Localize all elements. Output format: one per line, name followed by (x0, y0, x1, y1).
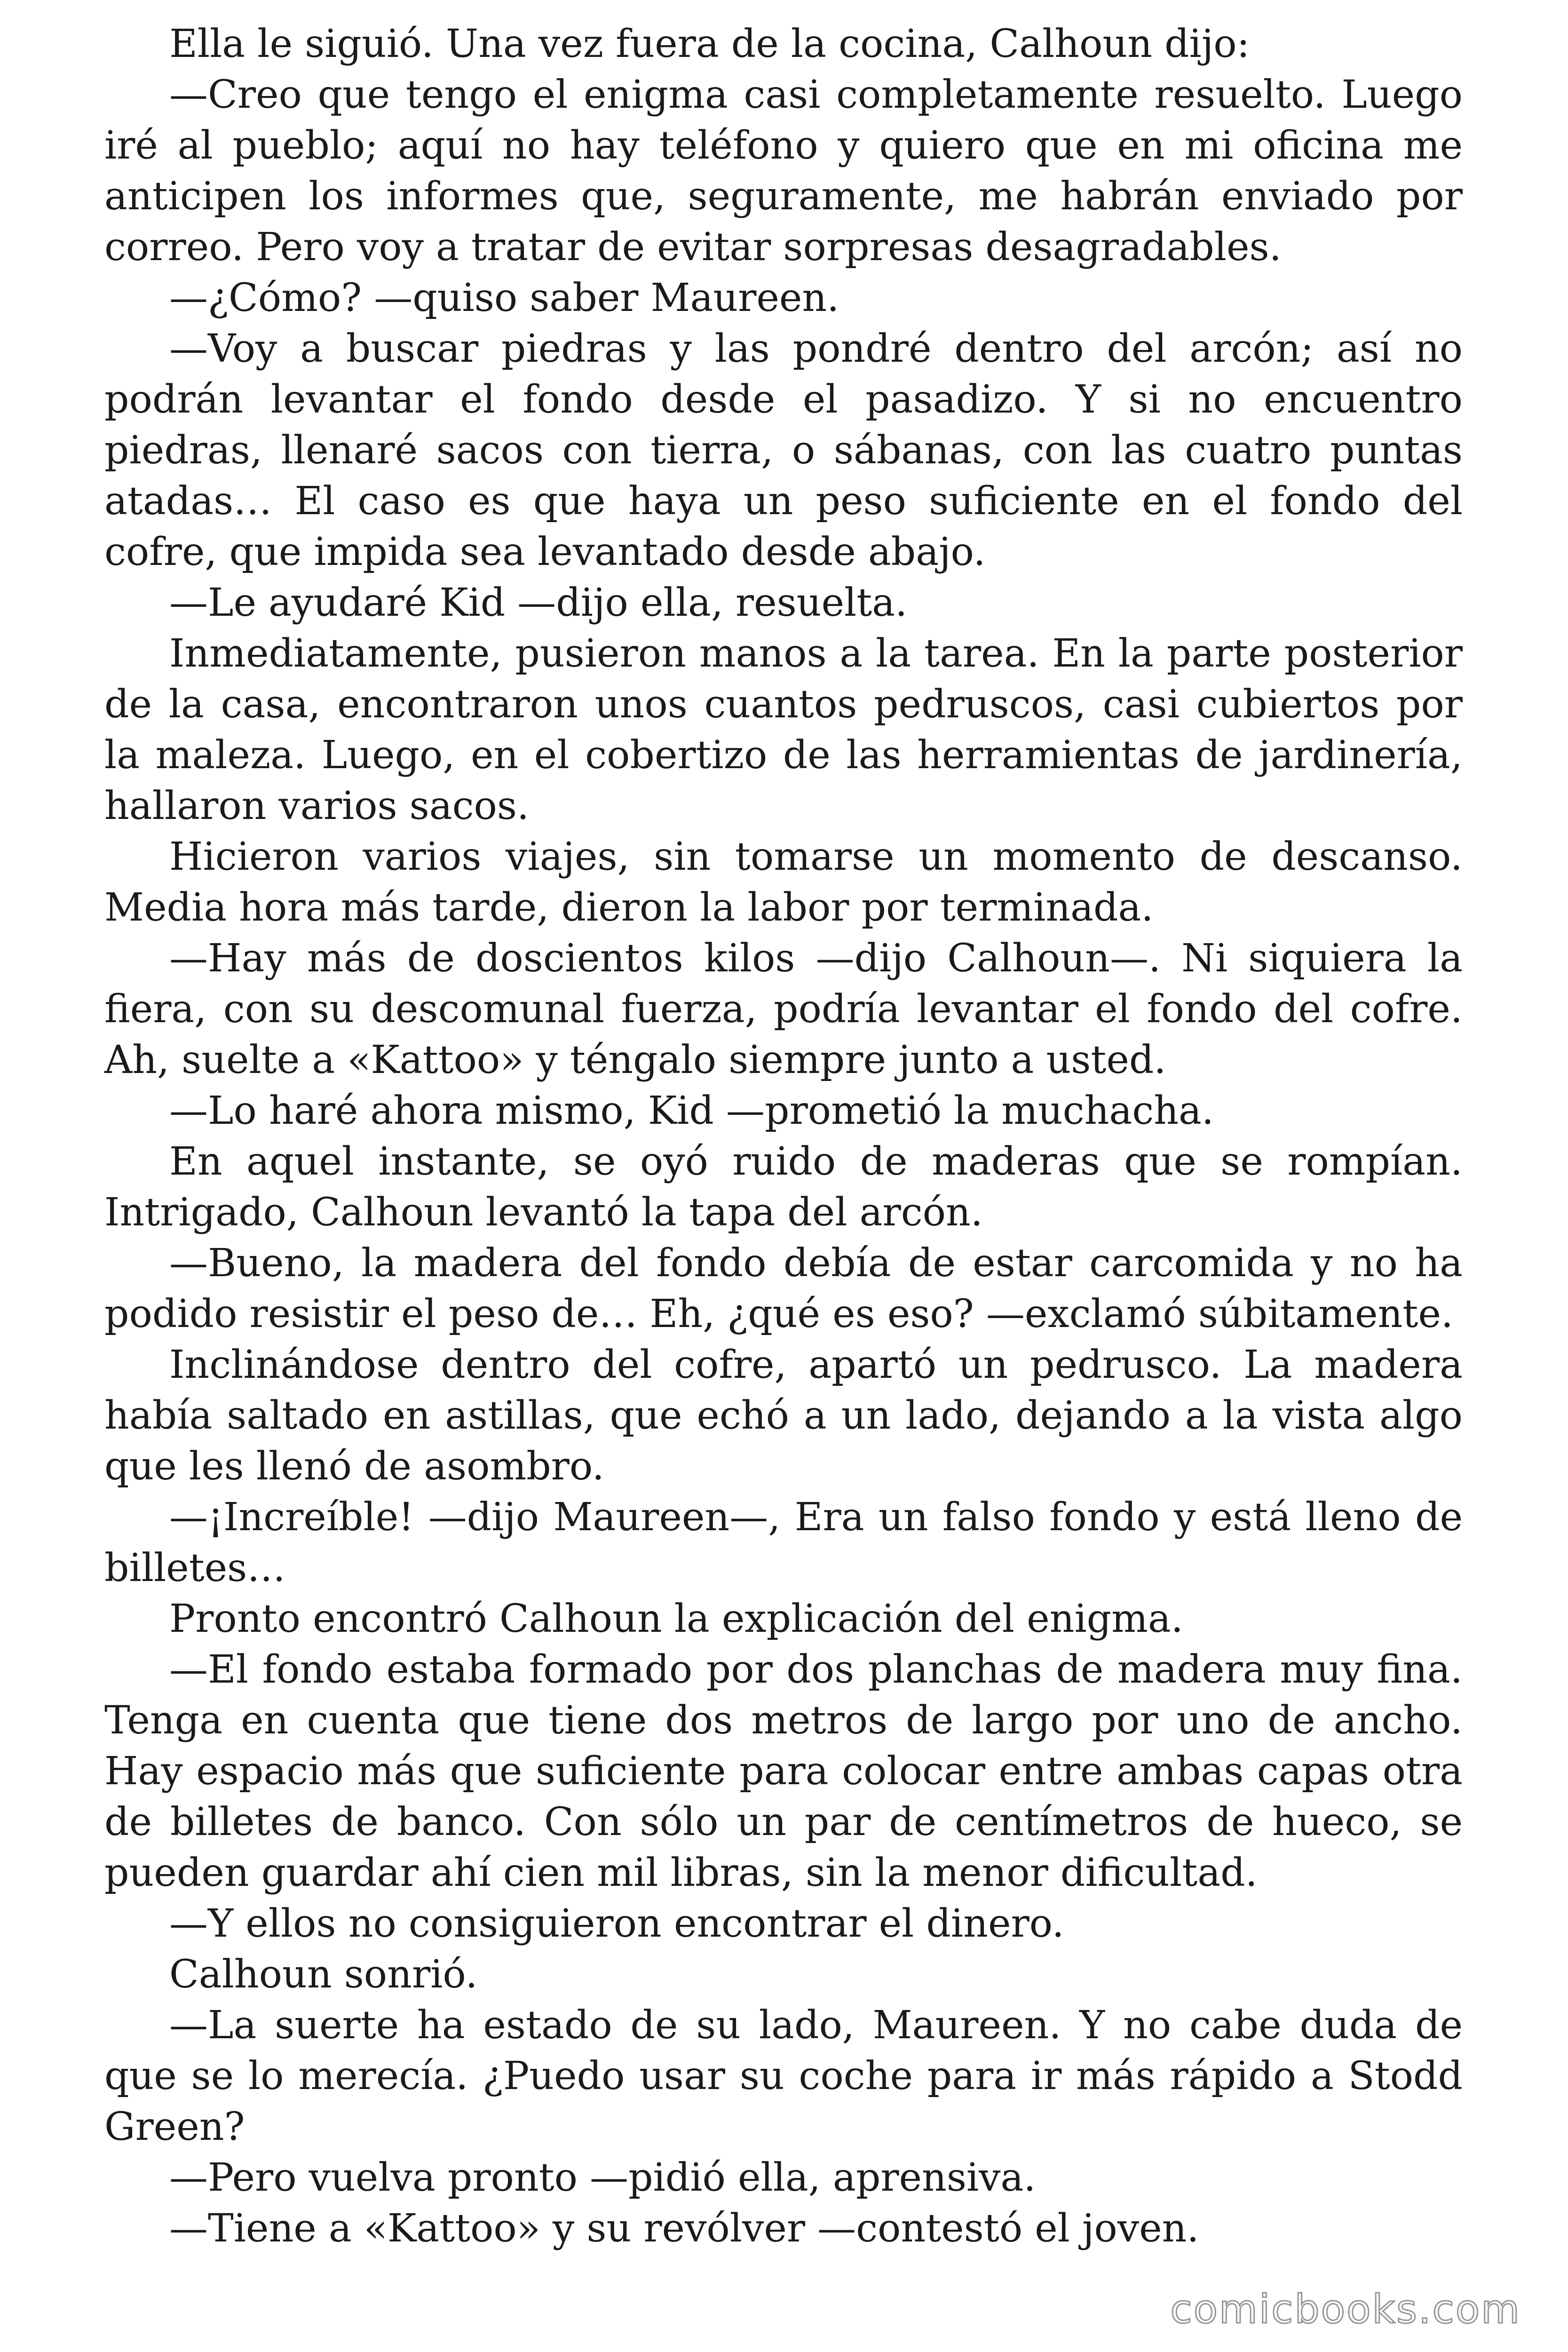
paragraph: —Le ayudaré Kid —dijo ella, resuelta. (169, 580, 908, 625)
paragraph: Calhoun sonrió. (169, 1952, 478, 1997)
watermark: comicbooks.com (1170, 2286, 1521, 2332)
paragraph: En aquel instante, se oyó ruido de maderas que se rompían. Intrigado, Calhoun levantó la tapa del arcón. (104, 1139, 1463, 1235)
paragraph: —Lo haré ahora mismo, Kid —prometió la muchacha. (169, 1089, 1214, 1133)
paragraph: —Pero vuelva pronto —pidió ella, aprensiva. (169, 2155, 1036, 2200)
page-body (104, 19, 1463, 2254)
paragraph: —Hay más de doscientos kilos —dijo Calhoun—. Ni siquiera la fiera, con su descomunal fuerza, podría levantar el fondo del cofre. Ah, suelte a «Kattoo» y téngalo siempre junto a usted. (104, 936, 1463, 1082)
paragraph: —Tiene a «Kattoo» y su revólver —contestó el joven. (169, 2206, 1199, 2251)
paragraph: Pronto encontró Calhoun la explicación del enigma. (169, 1597, 1183, 1641)
paragraph: —Voy a buscar piedras y las pondré dentro del arcón; así no podrán levantar el fondo desde el pasadizo. Y si no encuentro piedras, llenaré sacos con tierra, o sábanas, con las cuatro puntas atadas… El caso es que haya un peso suficiente en el fondo del cofre, que impida sea levantado desde abajo. (104, 326, 1463, 574)
paragraph: Ella le siguió. Una vez fuera de la cocina, Calhoun dijo: (169, 22, 1250, 66)
paragraph: —El fondo estaba formado por dos planchas de madera muy fina. Tenga en cuenta que tiene dos metros de largo por uno de ancho. Hay espacio más que suficiente para colocar entre ambas capas otra de billetes de banco. Con sólo un par de centímetros de hueco, se pueden guardar ahí cien mil libras, sin la menor dificultad. (104, 1647, 1463, 1895)
paragraph: Hicieron varios viajes, sin tomarse un momento de descanso. Media hora más tarde, dieron la labor por terminada. (104, 834, 1463, 930)
paragraph: —¿Cómo? —quiso saber Maureen. (169, 276, 839, 320)
paragraph: —Y ellos no consiguieron encontrar el dinero. (169, 1901, 1064, 1946)
paragraph: Inclinándose dentro del cofre, apartó un pedrusco. La madera había saltado en astillas, que echó a un lado, dejando a la vista algo que les llenó de asombro. (104, 1343, 1463, 1489)
paragraph: —¡Increíble! —dijo Maureen—, Era un falso fondo y está lleno de billetes… (104, 1495, 1463, 1590)
paragraph: —Creo que tengo el enigma casi completamente resuelto. Luego iré al pueblo; aquí no hay teléfono y quiero que en mi oficina me anticipen los informes que, seguramente, me habrán enviado por correo. Pero voy a tratar de evitar sorpresas desagradables. (104, 72, 1463, 270)
paragraph: —La suerte ha estado de su lado, Maureen. Y no cabe duda de que se lo merecía. ¿Puedo usar su coche para ir más rápido a Stodd Green? (104, 2003, 1463, 2149)
paragraph: —Bueno, la madera del fondo debía de estar carcomida y no ha podido resistir el peso de… Eh, ¿qué es eso? —exclamó súbitamente. (104, 1241, 1463, 1336)
paragraph: Inmediatamente, pusieron manos a la tarea. En la parte posterior de la casa, encontraron unos cuantos pedruscos, casi cubiertos por la maleza. Luego, en el cobertizo de las herramientas de jardinería, hallaron varios sacos. (104, 631, 1463, 828)
